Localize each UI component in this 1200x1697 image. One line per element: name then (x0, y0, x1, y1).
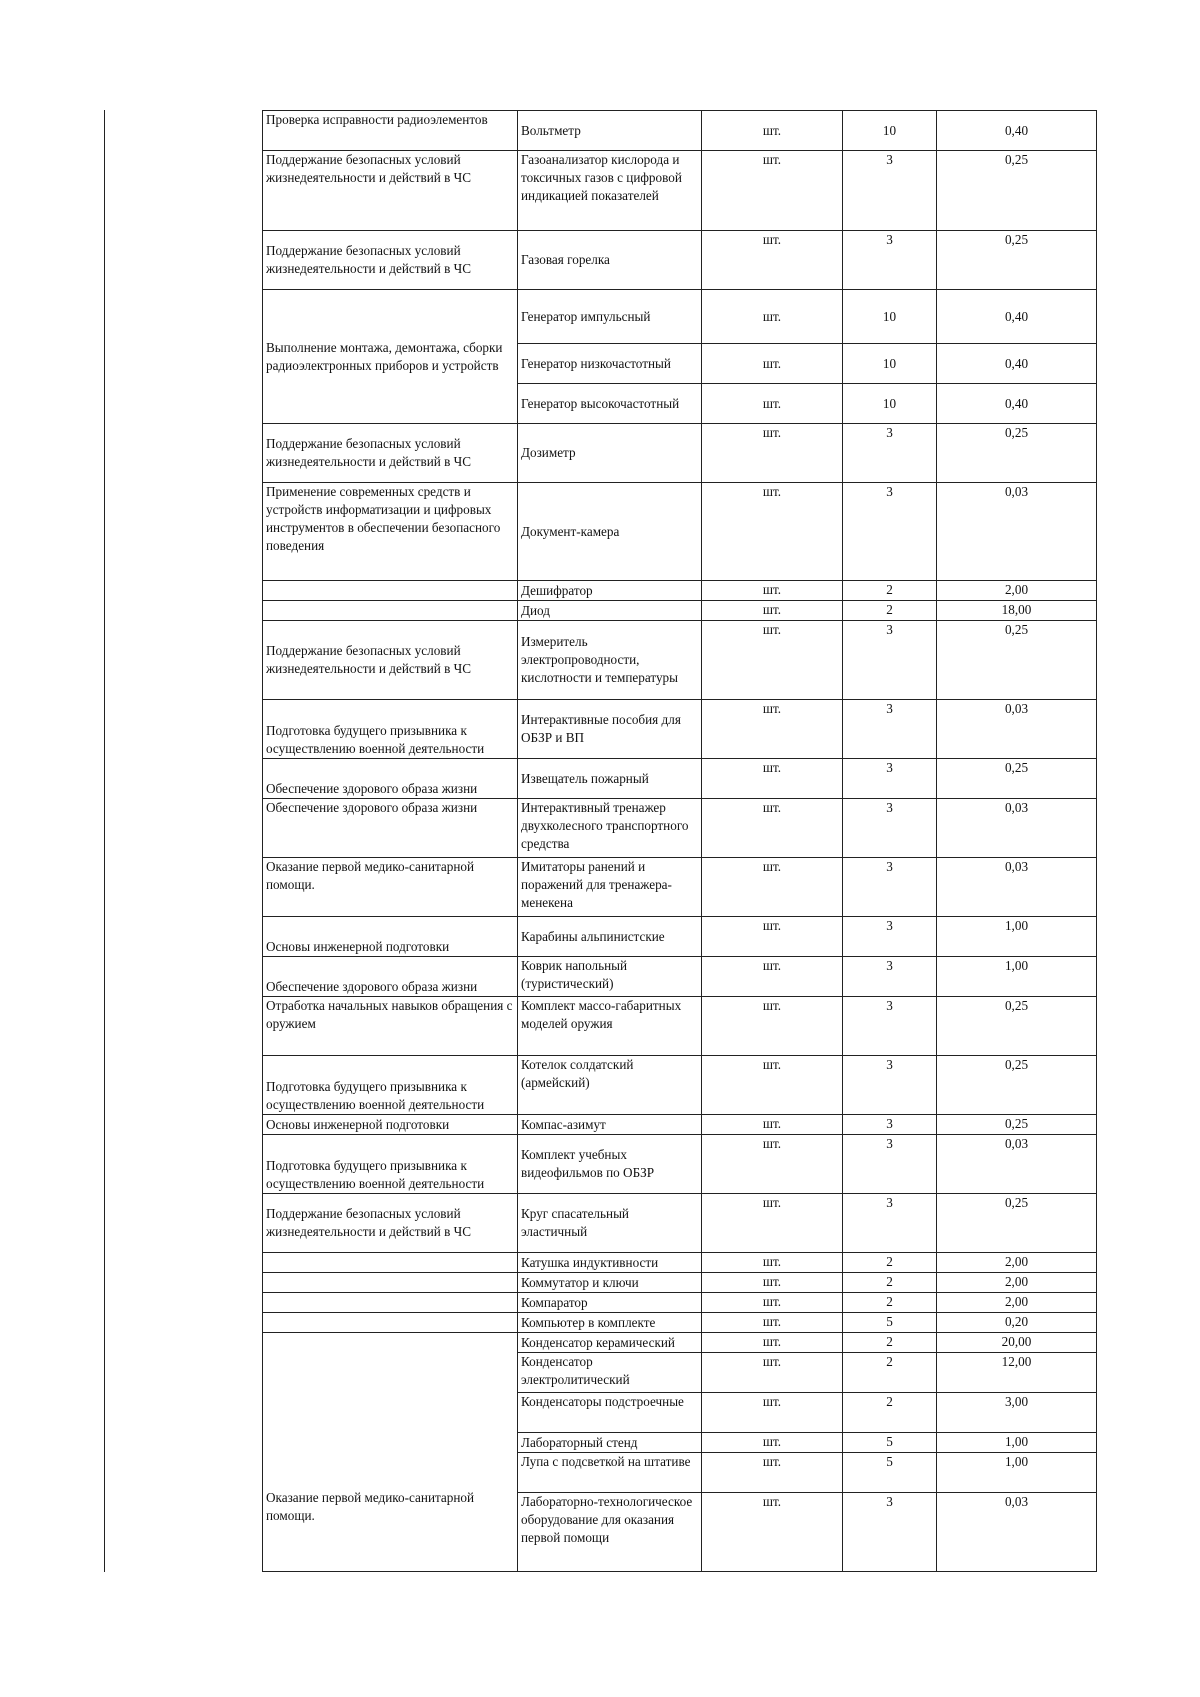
unit-cell: шт. (702, 957, 843, 997)
equipment-cell: Компьютер в комплекте (518, 1313, 702, 1333)
coef-cell: 0,25 (937, 1115, 1097, 1135)
qty-cell: 3 (843, 621, 937, 700)
purpose-cell: Применение современных средств и устройств информатизации и цифровых инструментов в обеспечении безопасного поведения (263, 483, 518, 581)
coef-cell: 2,00 (937, 1253, 1097, 1273)
equipment-cell: Конденсаторы подстроечные (518, 1393, 702, 1433)
equipment-cell: Измеритель электропроводности, кислотности и температуры (518, 621, 702, 700)
coef-cell: 1,00 (937, 1453, 1097, 1493)
table-row (263, 858, 1097, 917)
equipment-cell: Круг спасательный эластичный (518, 1194, 702, 1253)
table-row (263, 111, 1097, 151)
equipment-cell: Газовая горелка (518, 231, 702, 290)
equipment-cell: Имитаторы ранений и поражений для тренажера-менекена (518, 858, 702, 917)
qty-cell: 2 (843, 1333, 937, 1353)
equipment-cell: Газоанализатор кислорода и токсичных газов с цифровой индикацией показателей (518, 151, 702, 231)
coef-cell: 2,00 (937, 581, 1097, 601)
equipment-cell: Лабораторный стенд (518, 1433, 702, 1453)
table-row (263, 290, 1097, 344)
purpose-cell (263, 1293, 518, 1313)
unit-cell: шт. (702, 581, 843, 601)
purpose-cell: Подготовка будущего призывника к осуществлению военной деятельности (263, 700, 518, 759)
equipment-table (262, 110, 1097, 1572)
equipment-cell: Интерактивный тренажер двухколесного транспортного средства (518, 799, 702, 858)
unit-cell: шт. (702, 799, 843, 858)
coef-cell: 0,25 (937, 151, 1097, 231)
unit-cell: шт. (702, 700, 843, 759)
qty-cell: 5 (843, 1433, 937, 1453)
qty-cell: 3 (843, 483, 937, 581)
unit-cell: шт. (702, 1353, 843, 1393)
qty-cell: 3 (843, 151, 937, 231)
qty-cell: 3 (843, 231, 937, 290)
qty-cell: 3 (843, 997, 937, 1056)
qty-cell: 3 (843, 1115, 937, 1135)
qty-cell: 5 (843, 1453, 937, 1493)
coef-cell: 0,25 (937, 1194, 1097, 1253)
table-row (263, 1056, 1097, 1115)
equipment-cell: Диод (518, 601, 702, 621)
equipment-cell: Извещатель пожарный (518, 759, 702, 799)
purpose-cell: Подготовка будущего призывника к осуществлению военной деятельности (263, 1135, 518, 1194)
equipment-cell: Коврик напольный (туристический) (518, 957, 702, 997)
equipment-cell: Дозиметр (518, 424, 702, 483)
purpose-cell: Основы инженерной подготовки (263, 917, 518, 957)
coef-cell: 0,03 (937, 799, 1097, 858)
purpose-cell (263, 1253, 518, 1273)
coef-cell: 3,00 (937, 1393, 1097, 1433)
coef-cell: 1,00 (937, 957, 1097, 997)
table-row (263, 621, 1097, 700)
equipment-cell: Комплект массо-габаритных моделей оружия (518, 997, 702, 1056)
unit-cell: шт. (702, 424, 843, 483)
qty-cell: 10 (843, 111, 937, 151)
unit-cell: шт. (702, 1453, 843, 1493)
equipment-cell: Конденсатор электролитический (518, 1353, 702, 1393)
coef-cell: 0,03 (937, 1135, 1097, 1194)
equipment-cell: Генератор импульсный (518, 290, 702, 344)
purpose-cell: Обеспечение здорового образа жизни (263, 759, 518, 799)
equipment-cell: Комплект учебных видеофильмов по ОБЗР (518, 1135, 702, 1194)
purpose-cell: Отработка начальных навыков обращения с оружием (263, 997, 518, 1056)
unit-cell: шт. (702, 858, 843, 917)
purpose-cell: Поддержание безопасных условий жизнедеятельности и действий в ЧС (263, 151, 518, 231)
purpose-cell: Обеспечение здорового образа жизни (263, 957, 518, 997)
purpose-cell: Обеспечение здорового образа жизни (263, 799, 518, 858)
equipment-cell: Интерактивные пособия для ОБЗР и ВП (518, 700, 702, 759)
equipment-cell: Коммутатор и ключи (518, 1273, 702, 1293)
coef-cell: 1,00 (937, 917, 1097, 957)
unit-cell: шт. (702, 1313, 843, 1333)
table-row (263, 759, 1097, 799)
unit-cell: шт. (702, 1273, 843, 1293)
table-row (263, 1194, 1097, 1253)
qty-cell: 5 (843, 1313, 937, 1333)
coef-cell: 0,03 (937, 1493, 1097, 1572)
coef-cell: 0,25 (937, 1056, 1097, 1115)
table-row (263, 151, 1097, 231)
unit-cell: шт. (702, 621, 843, 700)
unit-cell: шт. (702, 1056, 843, 1115)
unit-cell: шт. (702, 231, 843, 290)
qty-cell: 3 (843, 799, 937, 858)
coef-cell: 0,25 (937, 424, 1097, 483)
qty-cell: 3 (843, 917, 937, 957)
qty-cell: 3 (843, 424, 937, 483)
unit-cell: шт. (702, 111, 843, 151)
table-row (263, 997, 1097, 1056)
coef-cell: 0,20 (937, 1313, 1097, 1333)
table-row (263, 1135, 1097, 1194)
table-row (263, 424, 1097, 483)
table-row (263, 1333, 1097, 1353)
equipment-cell: Лабораторно-технологическое оборудование для оказания первой помощи (518, 1493, 702, 1572)
purpose-cell (263, 581, 518, 601)
purpose-cell: Основы инженерной подготовки (263, 1115, 518, 1135)
unit-cell: шт. (702, 1115, 843, 1135)
coef-cell: 0,25 (937, 621, 1097, 700)
equipment-cell: Лупа с подсветкой на штативе (518, 1453, 702, 1493)
table-row (263, 1273, 1097, 1293)
qty-cell: 10 (843, 290, 937, 344)
equipment-cell: Карабины альпинистские (518, 917, 702, 957)
purpose-cell (263, 601, 518, 621)
qty-cell: 2 (843, 1253, 937, 1273)
qty-cell: 3 (843, 1493, 937, 1572)
table-row (263, 483, 1097, 581)
table-row (263, 1293, 1097, 1313)
purpose-cell: Поддержание безопасных условий жизнедеятельности и действий в ЧС (263, 1194, 518, 1253)
qty-cell: 2 (843, 1293, 937, 1313)
coef-cell: 0,40 (937, 290, 1097, 344)
unit-cell: шт. (702, 997, 843, 1056)
table-row (263, 231, 1097, 290)
coef-cell: 0,40 (937, 384, 1097, 424)
unit-cell: шт. (702, 1433, 843, 1453)
qty-cell: 2 (843, 601, 937, 621)
coef-cell: 0,03 (937, 700, 1097, 759)
equipment-cell: Генератор высокочастотный (518, 384, 702, 424)
coef-cell: 20,00 (937, 1333, 1097, 1353)
qty-cell: 2 (843, 1273, 937, 1293)
qty-cell: 2 (843, 1393, 937, 1433)
table-row (263, 1253, 1097, 1273)
equipment-cell: Котелок солдатский (армейский) (518, 1056, 702, 1115)
purpose-cell: Подготовка будущего призывника к осуществлению военной деятельности (263, 1056, 518, 1115)
qty-cell: 3 (843, 1194, 937, 1253)
purpose-cell (263, 1313, 518, 1333)
qty-cell: 2 (843, 1353, 937, 1393)
unit-cell: шт. (702, 1333, 843, 1353)
coef-cell: 0,25 (937, 759, 1097, 799)
coef-cell: 12,00 (937, 1353, 1097, 1393)
table-row (263, 1313, 1097, 1333)
unit-cell: шт. (702, 1293, 843, 1313)
coef-cell: 0,03 (937, 858, 1097, 917)
coef-cell: 0,40 (937, 111, 1097, 151)
coef-cell: 0,25 (937, 997, 1097, 1056)
coef-cell: 2,00 (937, 1293, 1097, 1313)
purpose-cell (263, 1273, 518, 1293)
purpose-cell: Поддержание безопасных условий жизнедеятельности и действий в ЧС (263, 231, 518, 290)
coef-cell: 0,25 (937, 231, 1097, 290)
unit-cell: шт. (702, 483, 843, 581)
equipment-cell: Компаратор (518, 1293, 702, 1313)
page-margin-rule (104, 110, 105, 1572)
qty-cell: 10 (843, 384, 937, 424)
purpose-cell: Проверка исправности радиоэлементов (263, 111, 518, 151)
coef-cell: 1,00 (937, 1433, 1097, 1453)
unit-cell: шт. (702, 1253, 843, 1273)
unit-cell: шт. (702, 151, 843, 231)
equipment-cell: Документ-камера (518, 483, 702, 581)
equipment-cell: Дешифратор (518, 581, 702, 601)
unit-cell: шт. (702, 1393, 843, 1433)
coef-cell: 2,00 (937, 1273, 1097, 1293)
table-row (263, 917, 1097, 957)
equipment-cell: Катушка индуктивности (518, 1253, 702, 1273)
unit-cell: шт. (702, 917, 843, 957)
table-row (263, 799, 1097, 858)
equipment-cell: Вольтметр (518, 111, 702, 151)
unit-cell: шт. (702, 1194, 843, 1253)
equipment-cell: Конденсатор керамический (518, 1333, 702, 1353)
table-row (263, 1115, 1097, 1135)
unit-cell: шт. (702, 290, 843, 344)
qty-cell: 3 (843, 858, 937, 917)
unit-cell: шт. (702, 384, 843, 424)
unit-cell: шт. (702, 1493, 843, 1572)
equipment-cell: Компас-азимут (518, 1115, 702, 1135)
coef-cell: 0,03 (937, 483, 1097, 581)
unit-cell: шт. (702, 344, 843, 384)
qty-cell: 3 (843, 957, 937, 997)
purpose-cell: Поддержание безопасных условий жизнедеятельности и действий в ЧС (263, 621, 518, 700)
unit-cell: шт. (702, 601, 843, 621)
qty-cell: 2 (843, 581, 937, 601)
table-row (263, 601, 1097, 621)
equipment-cell: Генератор низкочастотный (518, 344, 702, 384)
unit-cell: шт. (702, 1135, 843, 1194)
qty-cell: 10 (843, 344, 937, 384)
table-row (263, 700, 1097, 759)
unit-cell: шт. (702, 759, 843, 799)
coef-cell: 0,40 (937, 344, 1097, 384)
qty-cell: 3 (843, 1056, 937, 1115)
coef-cell: 18,00 (937, 601, 1097, 621)
qty-cell: 3 (843, 1135, 937, 1194)
table-row (263, 957, 1097, 997)
table-row (263, 581, 1097, 601)
qty-cell: 3 (843, 700, 937, 759)
purpose-cell: Оказание первой медико-санитарной помощи. (263, 858, 518, 917)
purpose-cell: Поддержание безопасных условий жизнедеятельности и действий в ЧС (263, 424, 518, 483)
purpose-cell: Выполнение монтажа, демонтажа, сборки радиоэлектронных приборов и устройств (263, 290, 518, 424)
qty-cell: 3 (843, 759, 937, 799)
purpose-cell: Оказание первой медико-санитарной помощи. (263, 1333, 518, 1572)
